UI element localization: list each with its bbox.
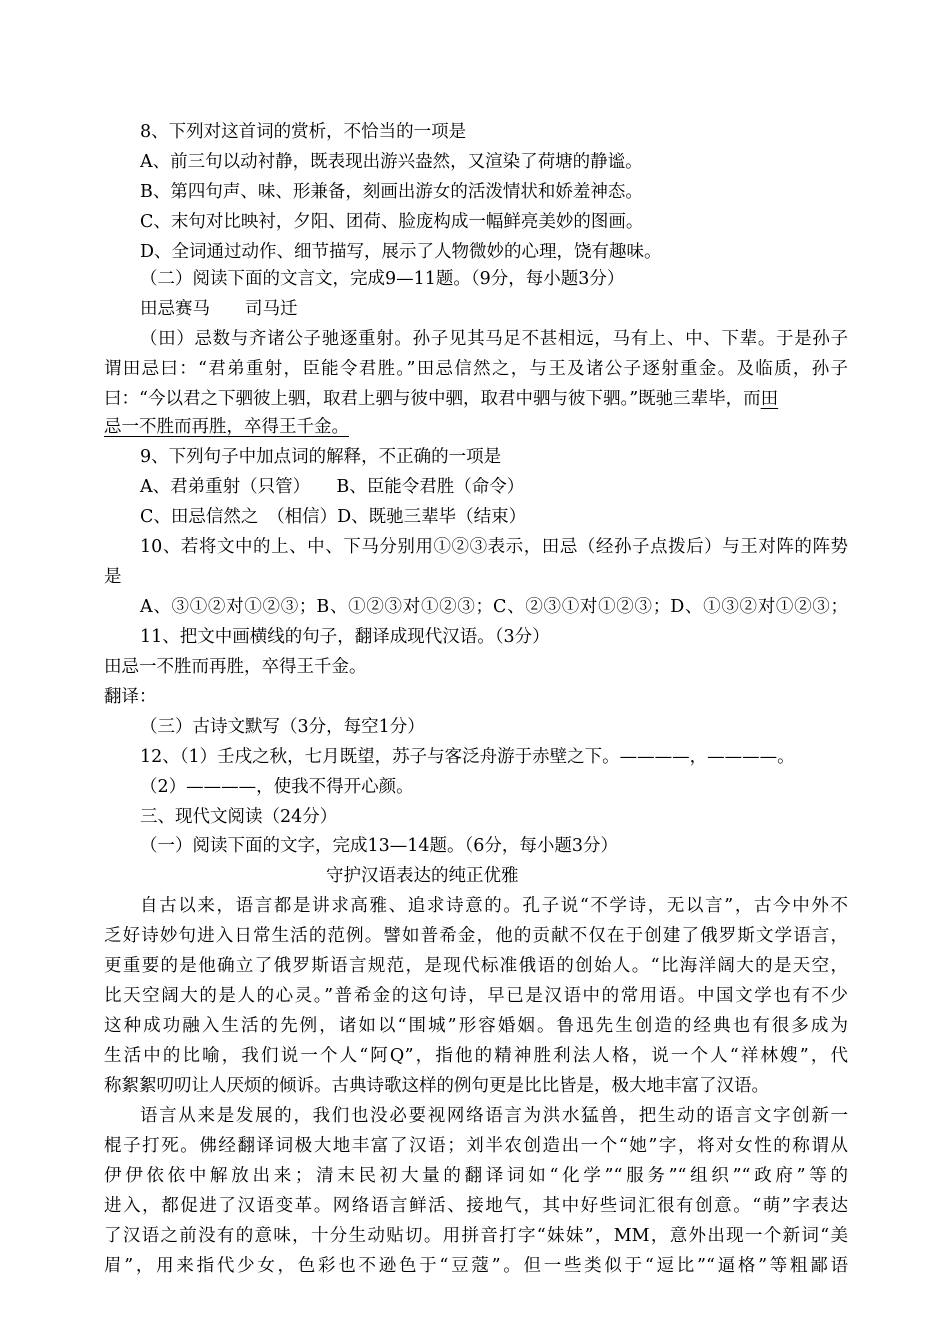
- q9-options-row-2: C、田忌信然之 （相信）D、既驰三辈毕（结束）: [140, 507, 527, 527]
- para1-line-1: 自古以来，语言都是讲求高雅、追求诗意的。孔子说“不学诗，无以言”，古今中外不: [140, 896, 848, 916]
- article-title: 守护汉语表达的纯正优雅: [326, 866, 519, 886]
- para1-line-2: 乏好诗妙句进入日常生活的范例。譬如普希金，他的贡献不仅在于创建了俄罗斯文学语言，: [104, 926, 848, 946]
- underlined-sentence-end: 忌一不胜而再胜，卒得王千金。: [104, 417, 349, 437]
- q9-stem: 9、下列句子中加点词的解释，不正确的一项是: [140, 447, 502, 467]
- q9-options-row-1: A、君弟重射（只管） B、臣能令君胜（命令）: [140, 477, 525, 497]
- passage-line-3: [104, 384, 848, 414]
- passage-line-2: 谓田忌曰：“君弟重射，臣能令君胜。”田忌信然之，与王及诸公子逐射重金。及临质，孙子: [104, 359, 848, 379]
- passage-title-author: 田忌赛马 司马迁: [140, 299, 298, 319]
- underlined-sentence-start: 田: [760, 389, 779, 409]
- part3-header: 三、现代文阅读（24分）: [140, 807, 338, 827]
- q12-line-2: （2）————，使我不得开心颜。: [140, 777, 414, 797]
- para2-line-3: 伊伊依依中解放出来；清末民初大量的翻译词如“化学”“服务”“组织”“政府”等的: [104, 1166, 848, 1186]
- q12-line-1: 12、（1）壬戌之秋，七月既望，苏子与客泛舟游于赤壁之下。————，————。: [140, 747, 795, 767]
- passage-line-1: （田）忌数与齐诸公子驰逐重射。孙子见其马足不甚相远，马有上、中、下辈。于是孙子: [140, 329, 848, 349]
- q8-option-b: B、第四句声、味、形兼备，刻画出游女的活泼情状和娇羞神态。: [140, 182, 643, 202]
- q10-options: A、③①②对①②③；B、①②③对①②③；C、②③①对①②③；D、①③②对①②③；: [140, 597, 848, 617]
- para2-line-4: 进入，都促进了汉语变革。网络语言鲜活、接地气，其中好些词汇很有创意。“萌”字表达: [104, 1196, 848, 1216]
- q8-option-c: C、末句对比映衬，夕阳、团荷、脸庞构成一幅鲜亮美妙的图画。: [140, 212, 644, 232]
- para1-line-5: 这种成功融入生活的先例，诸如以“围城”形容婚姻。鲁迅先生创造的经典也有很多成为: [104, 1016, 848, 1036]
- q8-option-d: D、全词通过动作、细节描写，展示了人物微妙的心理，饶有趣味。: [140, 242, 662, 262]
- q8-stem: 8、下列对这首词的赏析，不恰当的一项是: [140, 122, 467, 142]
- q11-sentence: 田忌一不胜而再胜，卒得王千金。: [104, 657, 367, 677]
- para2-line-5: 了汉语之前没有的意味，十分生动贴切。用拼音打字“妹妹”，MM，意外出现一个新词“美: [104, 1226, 848, 1246]
- para2-line-2: 棍子打死。佛经翻译词极大地丰富了汉语；刘半农创造出一个“她”字，将对女性的称谓从: [104, 1136, 848, 1156]
- q11-stem: 11、把文中画横线的句子，翻译成现代汉语。（3分）: [140, 627, 550, 647]
- q8-option-a: A、前三句以动衬静，既表现出游兴盎然，又渲染了荷塘的静谧。: [140, 152, 643, 172]
- para1-line-4: 比天空阔大的是人的心灵。”普希金的这句诗，早已是汉语中的常用语。中国文学也有不少: [104, 986, 848, 1006]
- q10-stem: 10、若将文中的上、中、下马分别用①②③表示，田忌（经孙子点拨后）与王对阵的阵势: [140, 537, 848, 557]
- q10-stem-cont: 是: [104, 567, 122, 587]
- para1-line-6: 生活中的比喻，我们说一个人“阿Q”，指他的精神胜利法人格，说一个人“祥林嫂”，代: [104, 1046, 848, 1066]
- para2-line-6: 眉”，用来指代少女，色彩也不逊色于“豆蔻”。但一些类似于“逗比”“逼格”等粗鄙语: [104, 1256, 848, 1276]
- q11-translate-label: 翻译：: [104, 687, 157, 707]
- part3-sub-header: （一）阅读下面的文字，完成13—14题。（6分，每小题3分）: [140, 836, 619, 856]
- section2-header: （二）阅读下面的文言文，完成9—11题。（9分，每小题3分）: [140, 269, 625, 289]
- para1-line-3: 更重要的是他确立了俄罗斯语言规范，是现代标准俄语的创始人。“比海洋阔大的是天空，: [104, 956, 848, 976]
- para1-line-7: 称絮絮叨叨让人厌烦的倾诉。古典诗歌这样的例句更是比比皆是，极大地丰富了汉语。: [104, 1076, 769, 1096]
- passage-line-3-text: 曰：“今以君之下驷彼上驷，取君上驷与彼中驷，取君中驷与彼下驷。”既驰三辈毕，而: [104, 389, 761, 409]
- para2-line-1: 语言从来是发展的，我们也没必要视网络语言为洪水猛兽，把生动的语言文字创新一: [140, 1106, 848, 1126]
- section3-header: （三）古诗文默写（3分，每空1分）: [140, 717, 425, 737]
